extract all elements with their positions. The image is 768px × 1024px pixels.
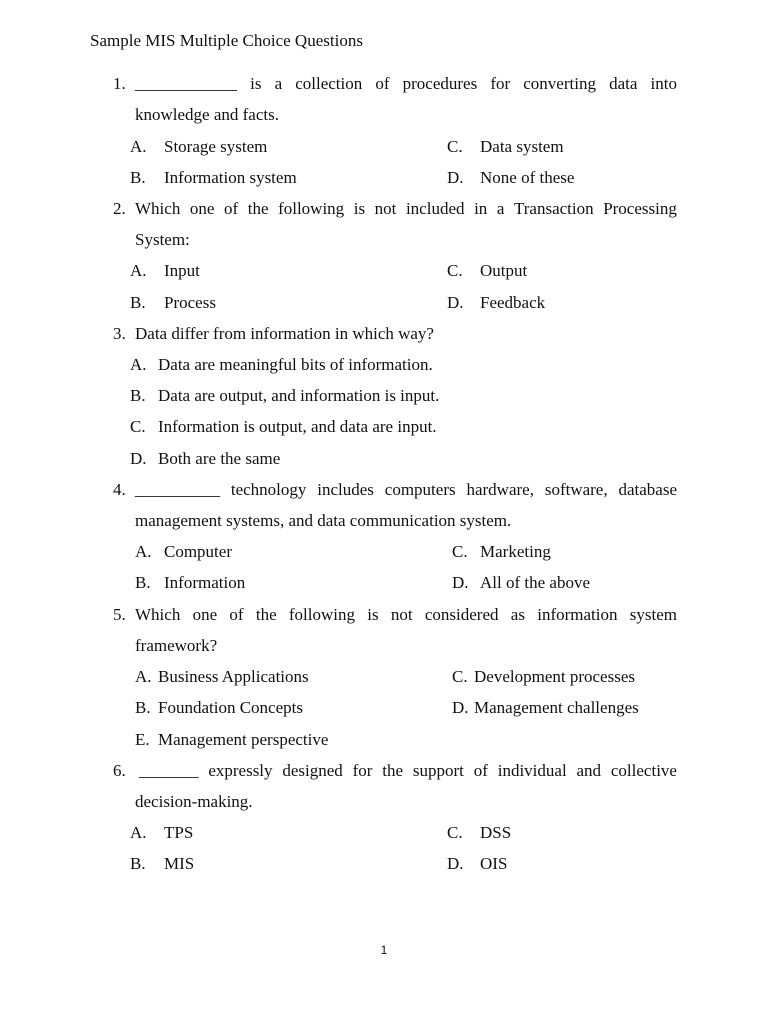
question-text-line1: ____________ is a collection of procedures for converting data into — [135, 74, 677, 93]
option-letter: A. — [130, 261, 147, 280]
blank: _______ — [139, 761, 199, 780]
option-text: Process — [164, 293, 216, 312]
option-text: Data are meaningful bits of information. — [158, 355, 433, 374]
option-letter: D. — [452, 698, 469, 717]
option-text: Data system — [480, 137, 564, 156]
question-text-line1: Data differ from information in which way? — [135, 324, 434, 343]
option-text: All of the above — [480, 573, 590, 592]
blank: __________ — [135, 480, 220, 499]
question-number: 6. — [113, 761, 126, 780]
option-letter: C. — [447, 823, 463, 842]
option-letter: E. — [135, 730, 150, 749]
option-letter: A. — [135, 667, 152, 686]
option-letter: D. — [130, 449, 147, 468]
option-letter: C. — [452, 667, 468, 686]
option-letter: B. — [130, 386, 146, 405]
option-letter: C. — [130, 417, 146, 436]
option-text: Business Applications — [158, 667, 309, 686]
option-letter: C. — [452, 542, 468, 561]
option-text: Information is output, and data are input. — [158, 417, 437, 436]
option-text: Information system — [164, 168, 297, 187]
blank: ____________ — [135, 74, 237, 93]
question-number: 5. — [113, 605, 126, 624]
option-text: Storage system — [164, 137, 268, 156]
option-letter: A. — [130, 823, 147, 842]
option-text: TPS — [164, 823, 194, 842]
question-number: 1. — [113, 74, 126, 93]
option-text: Input — [164, 261, 200, 280]
question-text-line1: Which one of the following is not considered as information system — [135, 605, 677, 624]
option-text: Marketing — [480, 542, 551, 561]
page-number: 1 — [380, 943, 388, 957]
option-letter: A. — [130, 137, 147, 156]
option-letter: B. — [135, 573, 151, 592]
option-text: Information — [164, 573, 246, 592]
question-text-line2: knowledge and facts. — [135, 105, 279, 124]
question-number: 4. — [113, 480, 126, 499]
question-number: 2. — [113, 199, 126, 218]
option-letter: B. — [130, 168, 146, 187]
option-text: Management challenges — [474, 698, 639, 717]
option-text: MIS — [164, 854, 195, 873]
question-text-line2: management systems, and data communication system. — [135, 511, 512, 530]
option-text: Management perspective — [158, 730, 329, 749]
option-letter: D. — [447, 168, 464, 187]
option-text: Development processes — [474, 667, 635, 686]
option-letter: B. — [130, 293, 146, 312]
question-text-line2: decision-making. — [135, 792, 253, 811]
option-text: Feedback — [480, 293, 546, 312]
option-letter: D. — [452, 573, 469, 592]
option-text: DSS — [480, 823, 512, 842]
question-text-line1: _______ expressly designed for the support of individual and collective — [139, 761, 677, 780]
question-text-line1: Which one of the following is not included in a Transaction Processing — [135, 199, 677, 218]
option-text: OIS — [480, 854, 508, 873]
option-text: Computer — [164, 542, 232, 561]
option-letter: C. — [447, 137, 463, 156]
question-text-line1: __________ technology includes computers hardware, software, database — [135, 480, 677, 499]
question-number: 3. — [113, 324, 126, 343]
option-letter: D. — [447, 854, 464, 873]
option-letter: A. — [135, 542, 152, 561]
question-text-line2: framework? — [135, 636, 218, 655]
option-text: Data are output, and information is input. — [158, 386, 440, 405]
option-letter: B. — [135, 698, 151, 717]
option-letter: A. — [130, 355, 147, 374]
option-text: None of these — [480, 168, 575, 187]
option-text: Output — [480, 261, 528, 280]
option-letter: B. — [130, 854, 146, 873]
option-text: Foundation Concepts — [158, 698, 303, 717]
option-letter: D. — [447, 293, 464, 312]
option-letter: C. — [447, 261, 463, 280]
option-text: Both are the same — [158, 449, 281, 468]
page-title: Sample MIS Multiple Choice Questions — [90, 31, 363, 50]
question-text-line2: System: — [135, 230, 190, 249]
